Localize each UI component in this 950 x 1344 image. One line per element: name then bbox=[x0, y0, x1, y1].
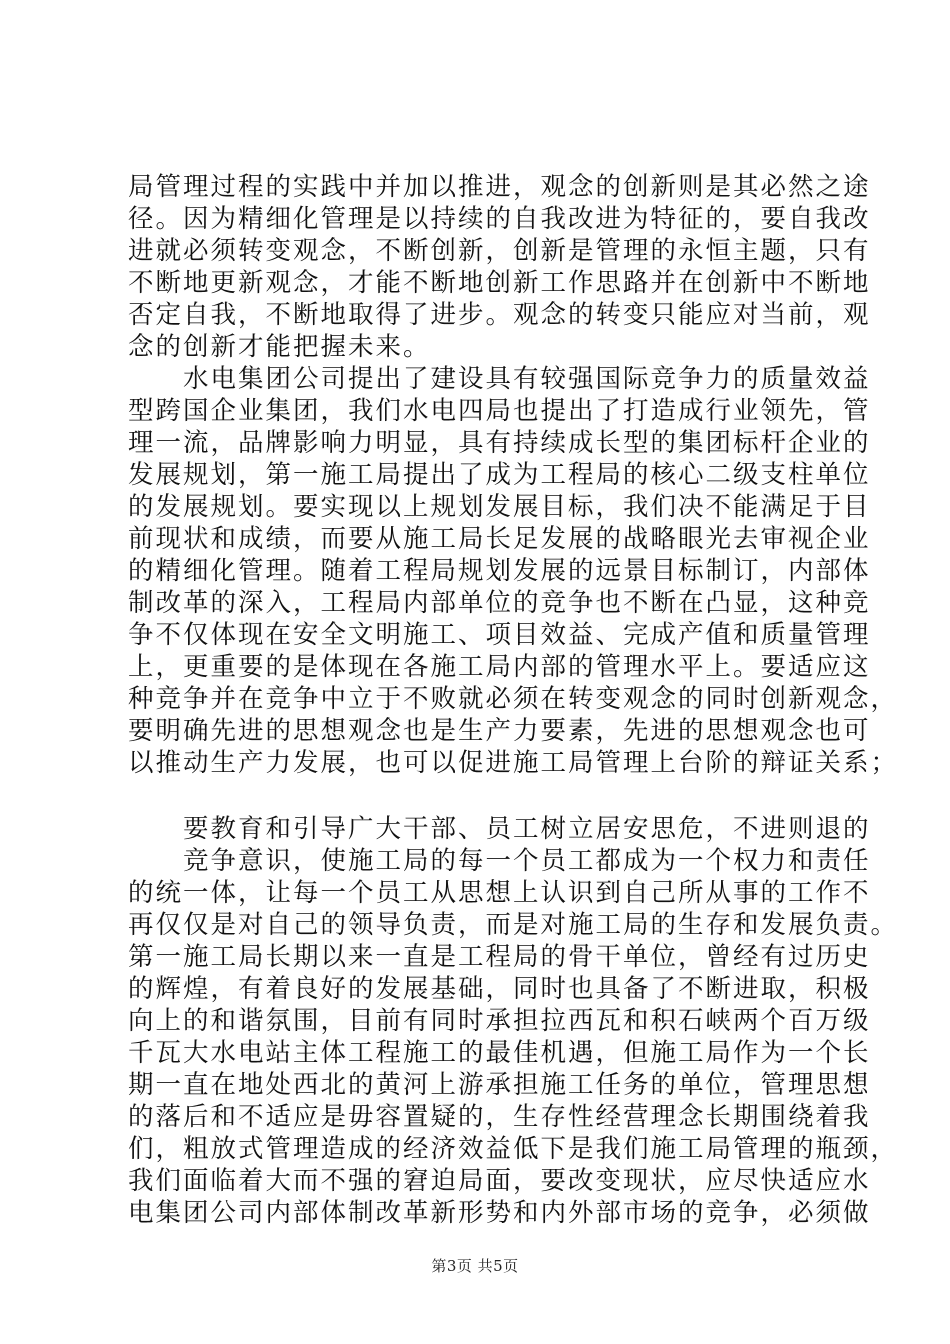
text-line: 们，粗放式管理造成的经济效益低下是我们施工局管理的瓶颈， bbox=[128, 1134, 899, 1164]
text-line: 的发展规划。要实现以上规划发展目标，我们决不能满足于目 bbox=[128, 492, 871, 522]
text-line: 水电集团公司提出了建设具有较强国际竞争力的质量效益 bbox=[128, 364, 871, 394]
text-line: 第一施工局长期以来一直是工程局的骨干单位，曾经有过历史 bbox=[128, 942, 871, 972]
text-line: 径。因为精细化管理是以持续的自我改进为特征的，要自我改 bbox=[128, 204, 871, 234]
text-line: 向上的和谐氛围，目前有同时承担拉西瓦和积石峡两个百万级 bbox=[128, 1006, 871, 1036]
text-line: 前现状和成绩，而要从施工局长足发展的战略眼光去审视企业 bbox=[128, 524, 871, 554]
text-line: 的统一体，让每一个员工从思想上认识到自己所从事的工作不 bbox=[128, 878, 871, 908]
text-line: 进就必须转变观念，不断创新，创新是管理的永恒主题，只有 bbox=[128, 236, 871, 266]
text-line: 电集团公司内部体制改革新形势和内外部市场的竞争，必须做 bbox=[128, 1198, 871, 1228]
text-line: 制改革的深入，工程局内部单位的竞争也不断在凸显，这种竞 bbox=[128, 588, 871, 618]
text-line: 不断地更新观念，才能不断地创新工作思路并在创新中不断地 bbox=[128, 268, 871, 298]
text-line: 种竞争并在竞争中立于不败就必须在转变观念的同时创新观念， bbox=[128, 684, 899, 714]
text-line: 再仅仅是对自己的领导负责，而是对施工局的生存和发展负责。 bbox=[128, 910, 899, 940]
text-line: 期一直在地处西北的黄河上游承担施工任务的单位，管理思想 bbox=[128, 1070, 871, 1100]
text-line: 以推动生产力发展，也可以促进施工局管理上台阶的辩证关系； bbox=[128, 748, 899, 778]
text-line: 否定自我，不断地取得了进步。观念的转变只能应对当前，观 bbox=[128, 300, 871, 330]
text-line: 理一流，品牌影响力明显，具有持续成长型的集团标杆企业的 bbox=[128, 428, 871, 458]
page-footer: 第3页 共5页 bbox=[431, 1257, 519, 1275]
text-line: 的落后和不适应是毋容置疑的，生存性经营理念长期围绕着我 bbox=[128, 1102, 871, 1132]
text-line: 的精细化管理。随着工程局规划发展的远景目标制订，内部体 bbox=[128, 556, 871, 586]
text-line: 念的创新才能把握未来。 bbox=[128, 332, 431, 362]
text-line: 发展规划，第一施工局提出了成为工程局的核心二级支柱单位 bbox=[128, 460, 871, 490]
text-line: 千瓦大水电站主体工程施工的最佳机遇，但施工局作为一个长 bbox=[128, 1038, 871, 1068]
text-line: 要明确先进的思想观念也是生产力要素，先进的思想观念也可 bbox=[128, 716, 871, 746]
text-line: 我们面临着大而不强的窘迫局面，要改变现状，应尽快适应水 bbox=[128, 1166, 871, 1196]
text-line: 争不仅体现在安全文明施工、项目效益、完成产值和质量管理 bbox=[128, 620, 871, 650]
text-line: 要教育和引导广大干部、员工树立居安思危，不进则退的 bbox=[128, 814, 871, 844]
text-line: 的辉煌，有着良好的发展基础，同时也具备了不断进取，积极 bbox=[128, 974, 871, 1004]
text-line: 竞争意识，使施工局的每一个员工都成为一个权力和责任 bbox=[128, 846, 871, 876]
text-line: 上，更重要的是体现在各施工局内部的管理水平上。要适应这 bbox=[128, 652, 871, 682]
text-line: 局管理过程的实践中并加以推进，观念的创新则是其必然之途 bbox=[128, 172, 871, 202]
text-line: 型跨国企业集团，我们水电四局也提出了打造成行业领先，管 bbox=[128, 396, 871, 426]
